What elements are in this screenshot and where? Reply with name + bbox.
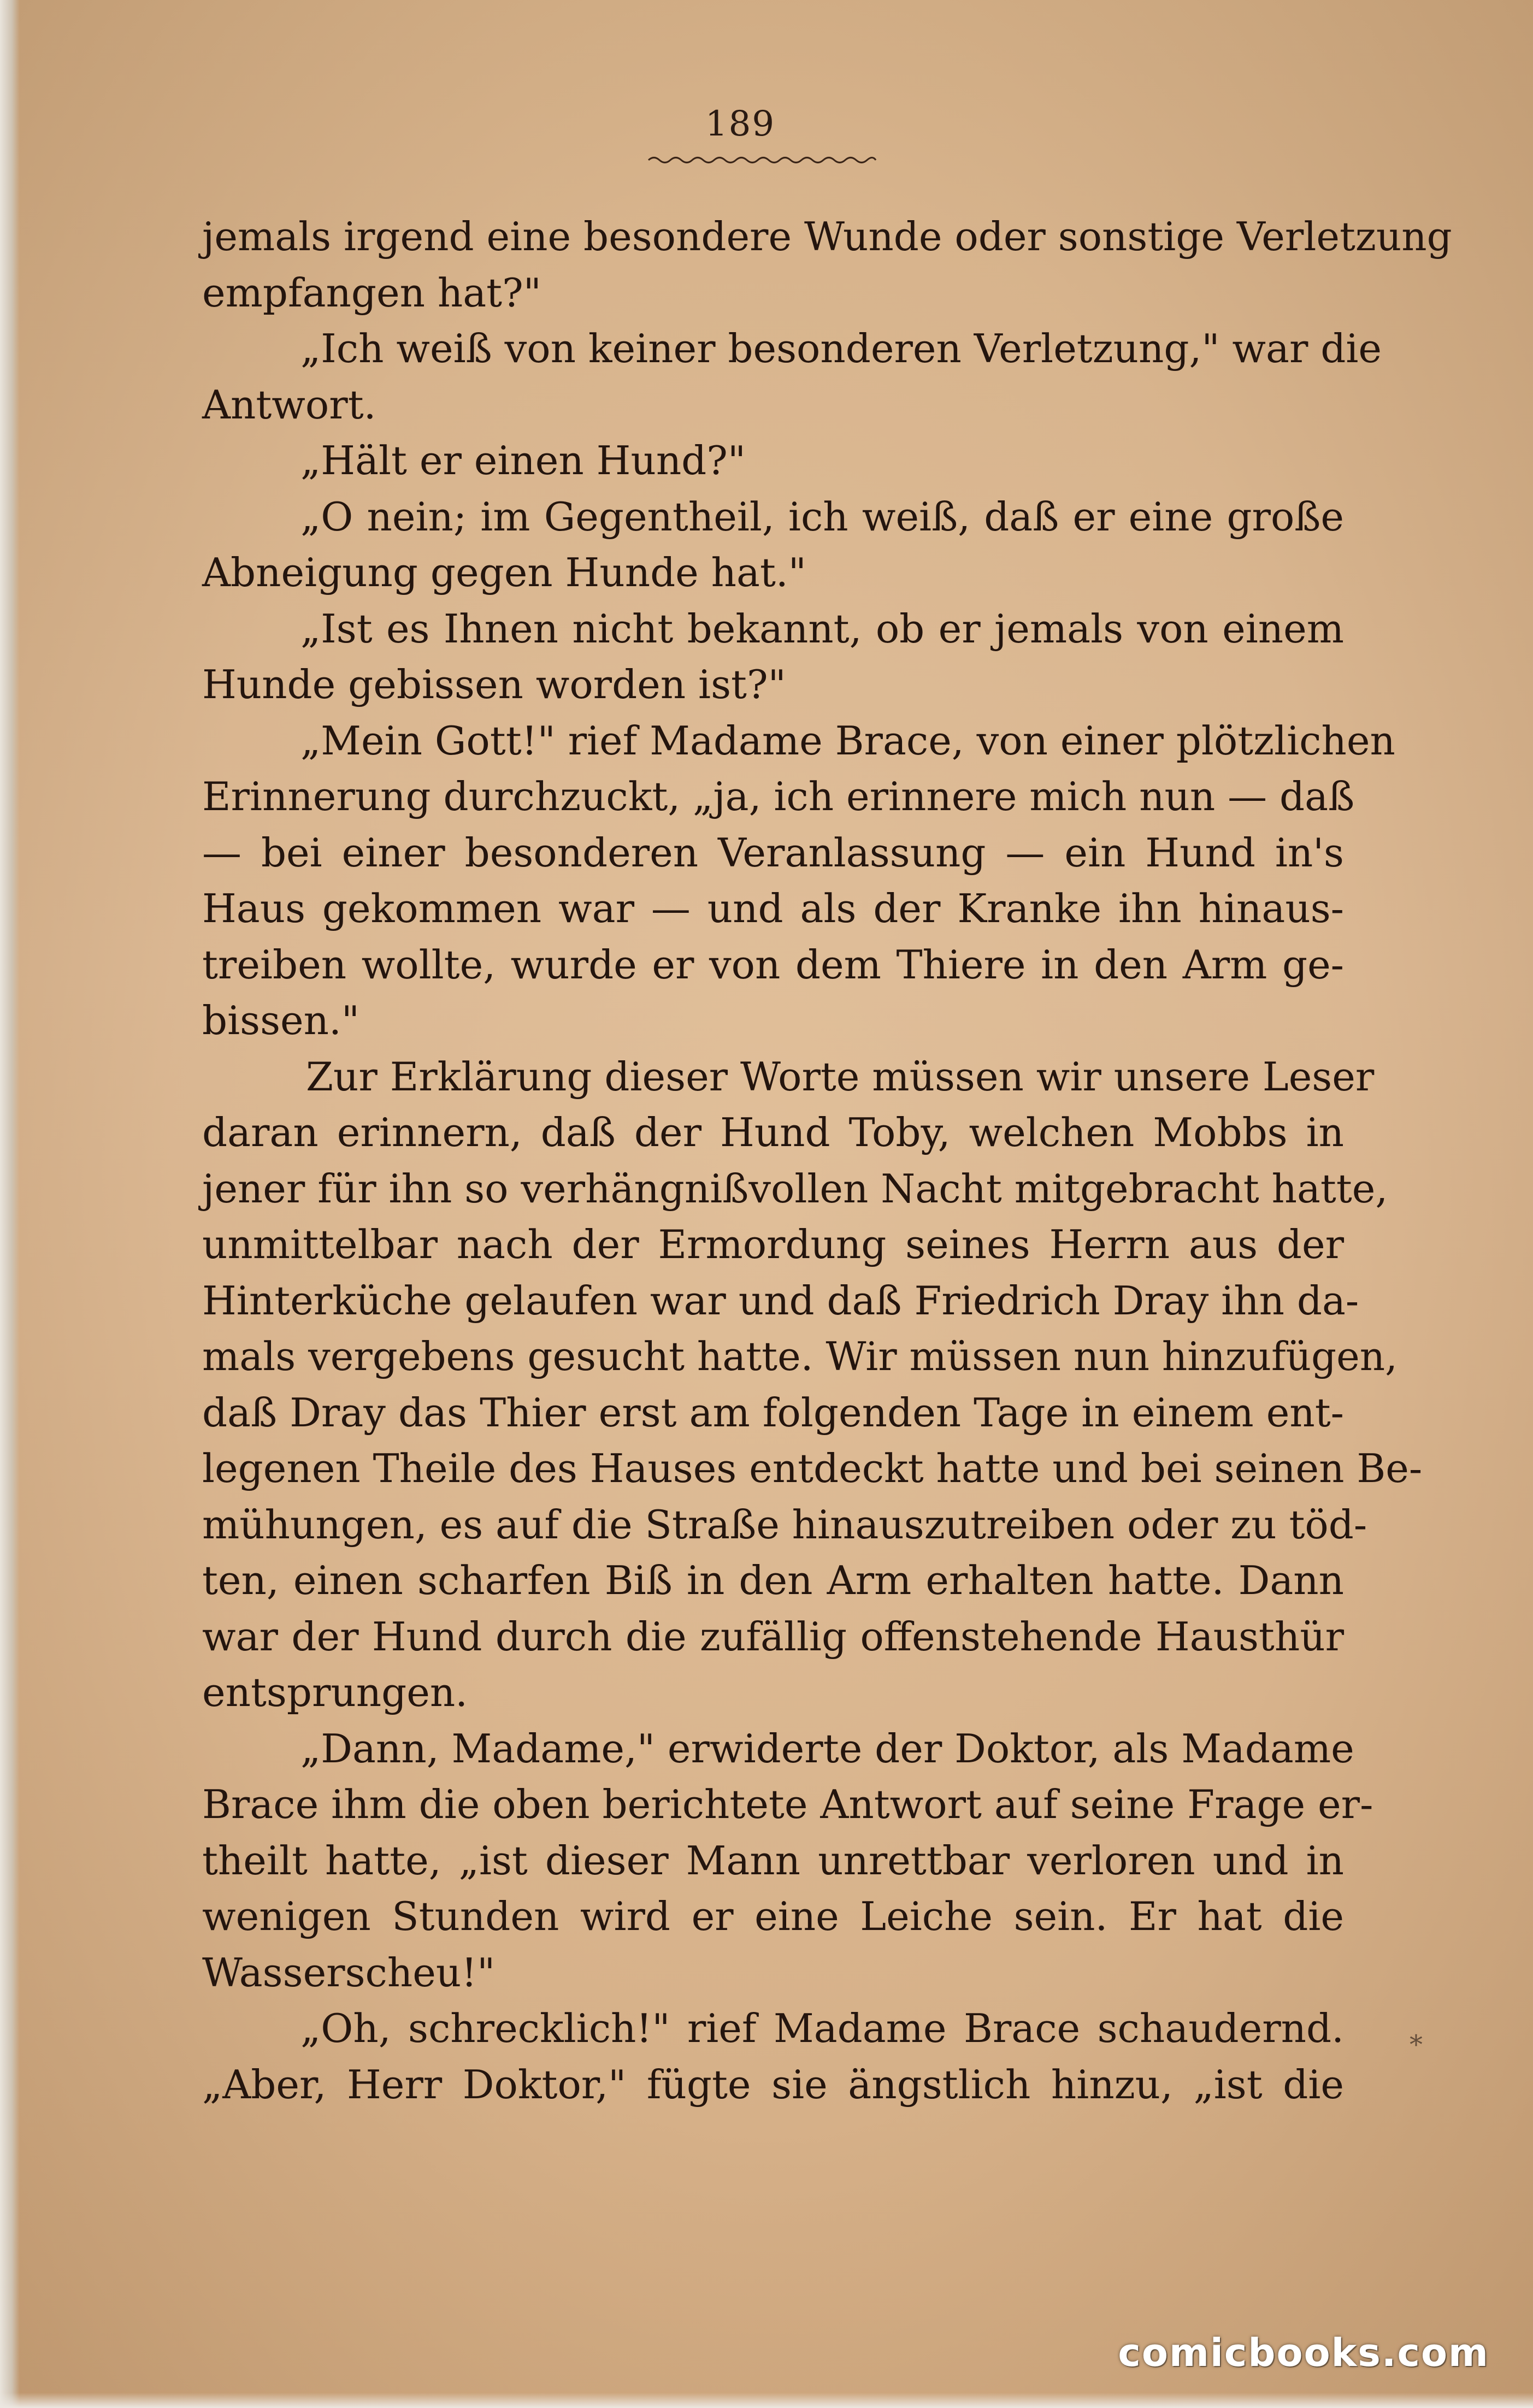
text-line: empfangen hat?" <box>202 269 541 316</box>
text-line: theilt hatte, „ist dieser Mann unrettbar verloren und in <box>202 1837 1344 1884</box>
text-line: „Ist es Ihnen nicht bekannt, ob er jemals von einem <box>300 605 1344 652</box>
text-line: mals vergebens gesucht hatte. Wir müssen nun hinzufügen, <box>202 1333 1398 1379</box>
page-number: 189 <box>705 104 776 144</box>
text-line: unmittelbar nach der Ermordung seines Herrn aus der <box>202 1221 1344 1267</box>
text-line: entsprungen. <box>202 1669 468 1715</box>
ink-speck: ⁎ <box>1410 2021 1423 2052</box>
text-line: war der Hund durch die zufällig offenstehende Hausthür <box>202 1613 1344 1660</box>
text-line: Erinnerung durchzuckt, „ja, ich erinnere mich nun — daß <box>202 774 1355 819</box>
text-line: Wasserscheu!" <box>202 1949 496 1996</box>
text-line: — bei einer besonderen Veranlassung — ein Hund in's <box>202 829 1344 876</box>
page-edge-left <box>0 0 20 2408</box>
body-text <box>202 209 1452 2112</box>
text-line: daran erinnern, daß der Hund Toby, welchen Mobbs in <box>202 1109 1344 1155</box>
page-edge-bottom <box>0 2393 1533 2408</box>
text-line: Hinterküche gelaufen war und daß Friedrich Dray ihn da- <box>202 1277 1359 1324</box>
text-line: Abneigung gegen Hunde hat." <box>202 550 806 595</box>
text-line: „Aber, Herr Doktor," fügte sie ängstlich hinzu, „ist die <box>202 2061 1344 2108</box>
ornamental-rule <box>647 154 877 166</box>
text-line: Haus gekommen war — und als der Kranke ihn hinaus- <box>202 886 1344 931</box>
text-line: wenigen Stunden wird er eine Leiche sein. Er hat die <box>202 1893 1344 1939</box>
text-line: Zur Erklärung dieser Worte müssen wir unsere Leser <box>306 1053 1375 1100</box>
text-line: „Oh, schrecklich!" rief Madame Brace schaudernd. <box>300 2005 1344 2051</box>
text-line: jener für ihn so verhängnißvollen Nacht mitgebracht hatte, <box>202 1165 1388 1212</box>
text-line: jemals irgend eine besondere Wunde oder sonstige Verletzung <box>202 214 1452 259</box>
text-line: daß Dray das Thier erst am folgenden Tage in einem ent- <box>202 1389 1344 1436</box>
text-line: „Mein Gott!" rief Madame Brace, von einer plötzlichen <box>300 717 1395 764</box>
text-line: Hunde gebissen worden ist?" <box>202 662 786 707</box>
text-line: bissen." <box>202 998 359 1043</box>
text-line: „Ich weiß von keiner besonderen Verletzung," war die <box>300 326 1382 371</box>
text-line: mühungen, es auf die Straße hinauszutreiben oder zu töd- <box>202 1501 1367 1548</box>
text-line: „Hält er einen Hund?" <box>300 438 746 483</box>
watermark: comicbooks.com <box>1118 2330 1489 2375</box>
text-line: legenen Theile des Hauses entdeckt hatte und bei seinen Be- <box>202 1445 1423 1491</box>
text-line: ten, einen scharfen Biß in den Arm erhalten hatte. Dann <box>202 1557 1344 1603</box>
text-line: Antwort. <box>202 381 376 428</box>
text-line: „Dann, Madame," erwiderte der Doktor, als Madame <box>300 1725 1354 1772</box>
text-line: treiben wollte, wurde er von dem Thiere in den Arm ge- <box>202 941 1344 988</box>
text-line: Brace ihm die oben berichtete Antwort auf seine Frage er- <box>202 1781 1373 1827</box>
text-line: „O nein; im Gegentheil, ich weiß, daß er eine große <box>300 493 1344 540</box>
